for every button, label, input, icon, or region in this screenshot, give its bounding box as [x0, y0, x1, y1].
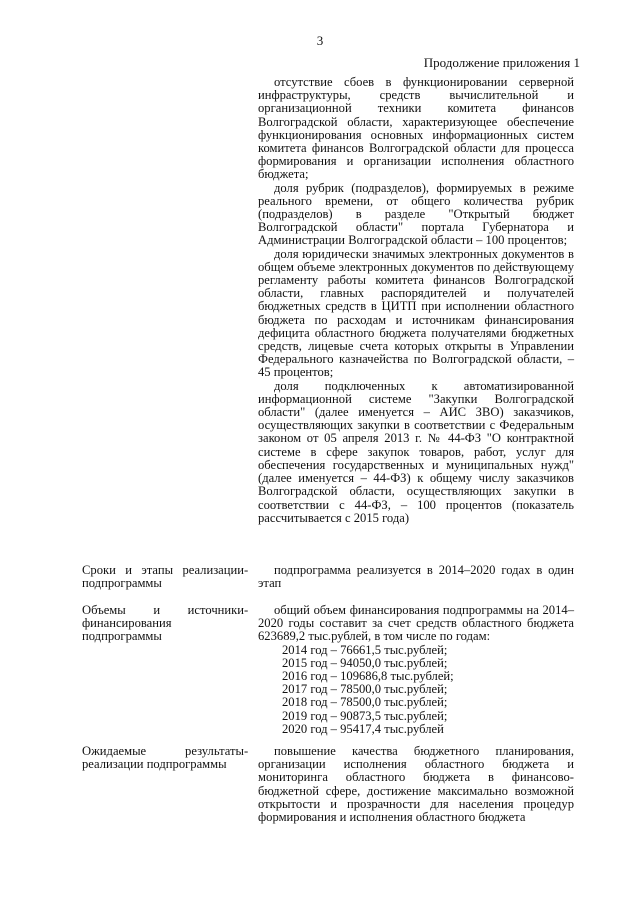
financing-label: Объемы и источники финансирования подпрограммы: [82, 603, 244, 644]
indicator-paragraph: доля подключенных к автоматизированной информационной системе "Закупки Волгоградской области" (далее именуется – АИС ЗВО) заказчиков, осуществляющих закупки в соответствии с Федеральным законом от 05 апреля 2013 г. № 44-ФЗ "О контрактной системе в сфере закупок товаров, работ, услуг для обеспечения государственных и муниципальных нужд" (далее именуется – 44-ФЗ) к общему числу заказчиков Волгоградской области, осуществляющих закупки в соответствии с 44-ФЗ, – 100 процентов (показатель рассчитывается с 2015 года): [258, 378, 574, 525]
results-dash: -: [244, 744, 249, 758]
financing-year-item: 2015 год – 94050,0 тыс.рублей;: [282, 655, 448, 670]
financing-year-item: 2017 год – 78500,0 тыс.рублей;: [282, 682, 448, 697]
stages-label: Сроки и этапы реализации подпрограммы: [82, 563, 244, 591]
financing-text: общий объем финансирования подпрограммы на 2014–2020 годы составит за счет средств областного бюджета 623689,2 тыс.рублей, в том числе по годам:: [258, 603, 574, 644]
results-text: повышение качества бюджетного планирования, организации исполнения областного бюджета и мониторинга областного бюджета в финансово-бюджетной сфере, достижение максимально возможной открытости и прозрачности для населения процедур формирования и исполнения областного бюджета: [258, 744, 574, 825]
financing-year-item: 2019 год – 90873,5 тыс.рублей;: [282, 708, 448, 723]
indicator-paragraph: доля рубрик (подразделов), формируемых в режиме реального времени, от общего количества рубрик (подразделов) в разделе "Открытый бюджет Волгоградской области" портала Губернатора и Администрации Волгоградской области – 100 процентов;: [258, 180, 574, 248]
indicators-block: [258, 76, 574, 525]
stages-text: подпрограмма реализуется в 2014–2020 годах в один этап: [258, 563, 574, 591]
results-text-block: [258, 745, 574, 824]
indicator-paragraph: доля юридически значимых электронных документов в общем объеме электронных документов по действующему регламенту работы комитета финансов Волгоградской области, главных распорядителей и получателей бюджетных средств в ЦИТП при исполнении областного бюджета по расходам и источникам финансирования дефицита областного бюджета получателями бюджетных средств, лицевые счета которых открыты в Управлении Федерального казначейства по Волгоградской области, – 45 процентов;: [258, 246, 574, 380]
stages-dash: -: [244, 563, 249, 577]
financing-dash: -: [244, 603, 249, 617]
financing-year-item: 2014 год – 76661,5 тыс.рублей;: [282, 642, 448, 657]
financing-year-item: 2016 год – 109686,8 тыс.рублей;: [282, 669, 454, 684]
continuation-label: Продолжение приложения 1: [423, 55, 580, 70]
results-label: Ожидаемые результаты реализации подпрограммы: [82, 744, 244, 772]
indicator-paragraph: отсутствие сбоев в функционировании серверной инфраструктуры, средств вычислительной и организационной техники комитета финансов Волгоградской области, характеризующее обеспечение функционирования основных информационных систем комитета финансов Волгоградской области для процесса формирования и организации исполнения областного бюджета;: [258, 75, 574, 182]
financing-year-item: 2018 год – 78500,0 тыс.рублей;: [282, 695, 448, 710]
stages-text-block: [258, 564, 574, 590]
page-number: 3: [316, 33, 324, 48]
financing-years-list: [258, 644, 574, 736]
financing-text-block: [258, 604, 574, 736]
financing-year-item: 2020 год – 95417,4 тыс.рублей: [282, 721, 444, 736]
